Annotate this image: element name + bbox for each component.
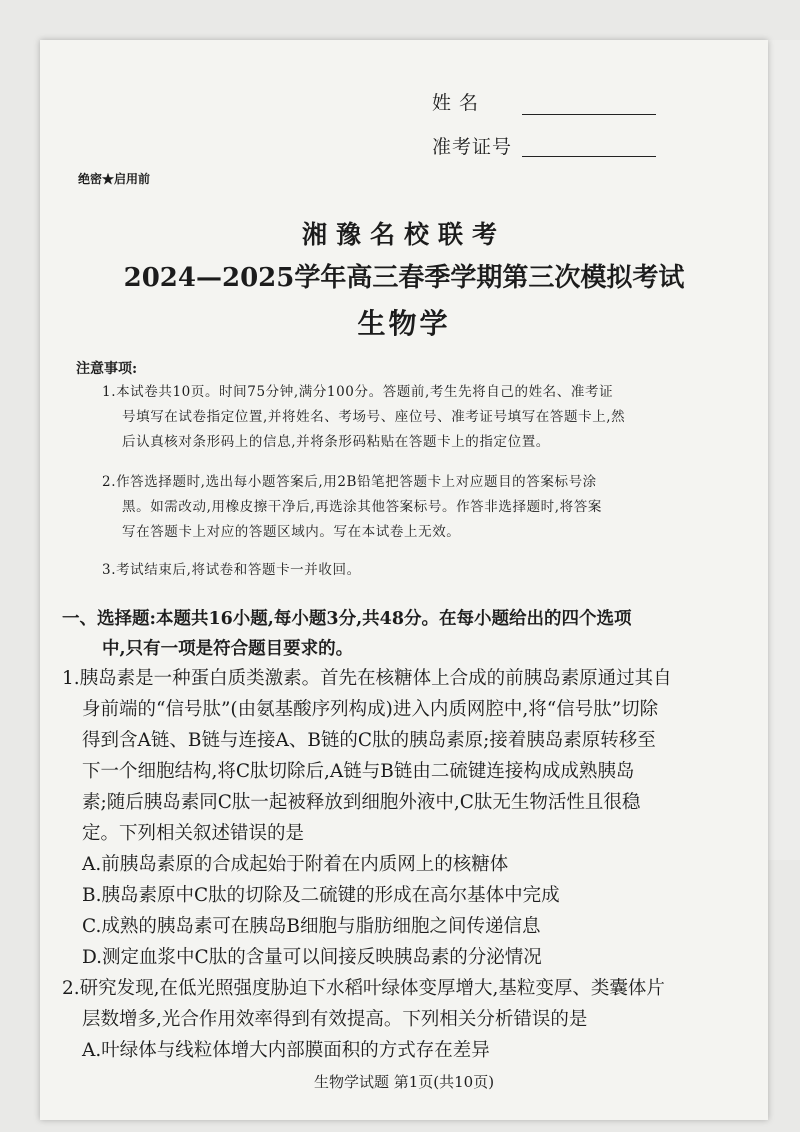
notice-item-1 bbox=[102, 380, 625, 455]
option-a: A.前胰岛素原的合成起始于附着在内质网上的核糖体 bbox=[82, 854, 509, 875]
notice-heading: 注意事项: bbox=[76, 361, 138, 377]
subject-title: 生物学 bbox=[357, 307, 451, 340]
question-stem-line: 得到含A链、B链与连接A、B链的C肽的胰岛素原;接着胰岛素原转移至 bbox=[82, 730, 656, 751]
section-line-1: 一、选择题:本题共16小题,每小题3分,共48分。在每小题给出的四个选项 bbox=[62, 609, 632, 629]
question-1 bbox=[62, 663, 672, 973]
section-line-2: 中,只有一项是符合题目要求的。 bbox=[102, 639, 354, 659]
option-b: B.胰岛素原中C肽的切除及二硫键的形成在高尔基体中完成 bbox=[82, 885, 560, 906]
question-stem-line: 层数增多,光合作用效率得到有效提高。下列相关分析错误的是 bbox=[82, 1009, 588, 1030]
section-heading bbox=[62, 604, 632, 664]
option-c: C.成熟的胰岛素可在胰岛B细胞与脂肪细胞之间传递信息 bbox=[82, 916, 541, 937]
page-footer: 生物学试题 第1页(共10页) bbox=[313, 1073, 495, 1091]
notice-line: 后认真核对条形码上的信息,并将条形码粘贴在答题卡上的指定位置。 bbox=[122, 434, 550, 450]
question-stem-line: 下一个细胞结构,将C肽切除后,A链与B链由二硫键连接构成成熟胰岛 bbox=[82, 761, 635, 782]
notice-line: 黑。如需改动,用橡皮擦干净后,再选涂其他答案标号。作答非选择题时,将答案 bbox=[122, 499, 602, 515]
option-d: D.测定血浆中C肽的含量可以间接反映胰岛素的分泌情况 bbox=[82, 947, 542, 968]
notice-line: 1.本试卷共10页。时间75分钟,满分100分。答题前,考生先将自己的姓名、准考证 bbox=[102, 384, 614, 400]
background-page-edge bbox=[768, 40, 800, 860]
question-stem-line: 定。下列相关叙述错误的是 bbox=[82, 823, 305, 844]
notice-line: 号填写在试卷指定位置,并将姓名、考场号、座位号、准考证号填写在答题卡上,然 bbox=[122, 409, 626, 425]
exam-page bbox=[40, 40, 768, 1120]
exam-org-title: 湘豫名校联考 bbox=[301, 220, 506, 249]
question-stem-line: 1.胰岛素是一种蛋白质类激素。首先在核糖体上合成的前胰岛素原通过其自 bbox=[62, 668, 672, 689]
notice-line: 2.作答选择题时,选出每小题答案后,用2B铅笔把答题卡上对应题目的答案标号涂 bbox=[102, 474, 597, 490]
question-stem-line: 身前端的“信号肽”(由氨基酸序列构成)进入内质网腔中,将“信号肽”切除 bbox=[82, 699, 659, 720]
question-2 bbox=[62, 973, 665, 1066]
notice-line: 3.考试结束后,将试卷和答题卡一并收回。 bbox=[102, 562, 361, 578]
name-label: 姓 名 bbox=[432, 92, 480, 114]
exam-id-line bbox=[522, 156, 656, 157]
name-line bbox=[522, 114, 656, 115]
notice-item-3 bbox=[102, 558, 361, 583]
exam-title: 2024—2025学年高三春季学期第三次模拟考试 bbox=[123, 263, 685, 293]
notice-item-2 bbox=[102, 470, 602, 545]
option-a: A.叶绿体与线粒体增大内部膜面积的方式存在差异 bbox=[82, 1040, 490, 1061]
exam-id-label: 准考证号 bbox=[432, 136, 513, 158]
notice-line: 写在答题卡上对应的答题区域内。写在本试卷上无效。 bbox=[122, 524, 461, 540]
secret-mark: 绝密★启用前 bbox=[78, 172, 151, 186]
question-stem-line: 素;随后胰岛素同C肽一起被释放到细胞外液中,C肽无生物活性且很稳 bbox=[82, 792, 641, 813]
question-stem-line: 2.研究发现,在低光照强度胁迫下水稻叶绿体变厚增大,基粒变厚、类囊体片 bbox=[62, 978, 665, 999]
